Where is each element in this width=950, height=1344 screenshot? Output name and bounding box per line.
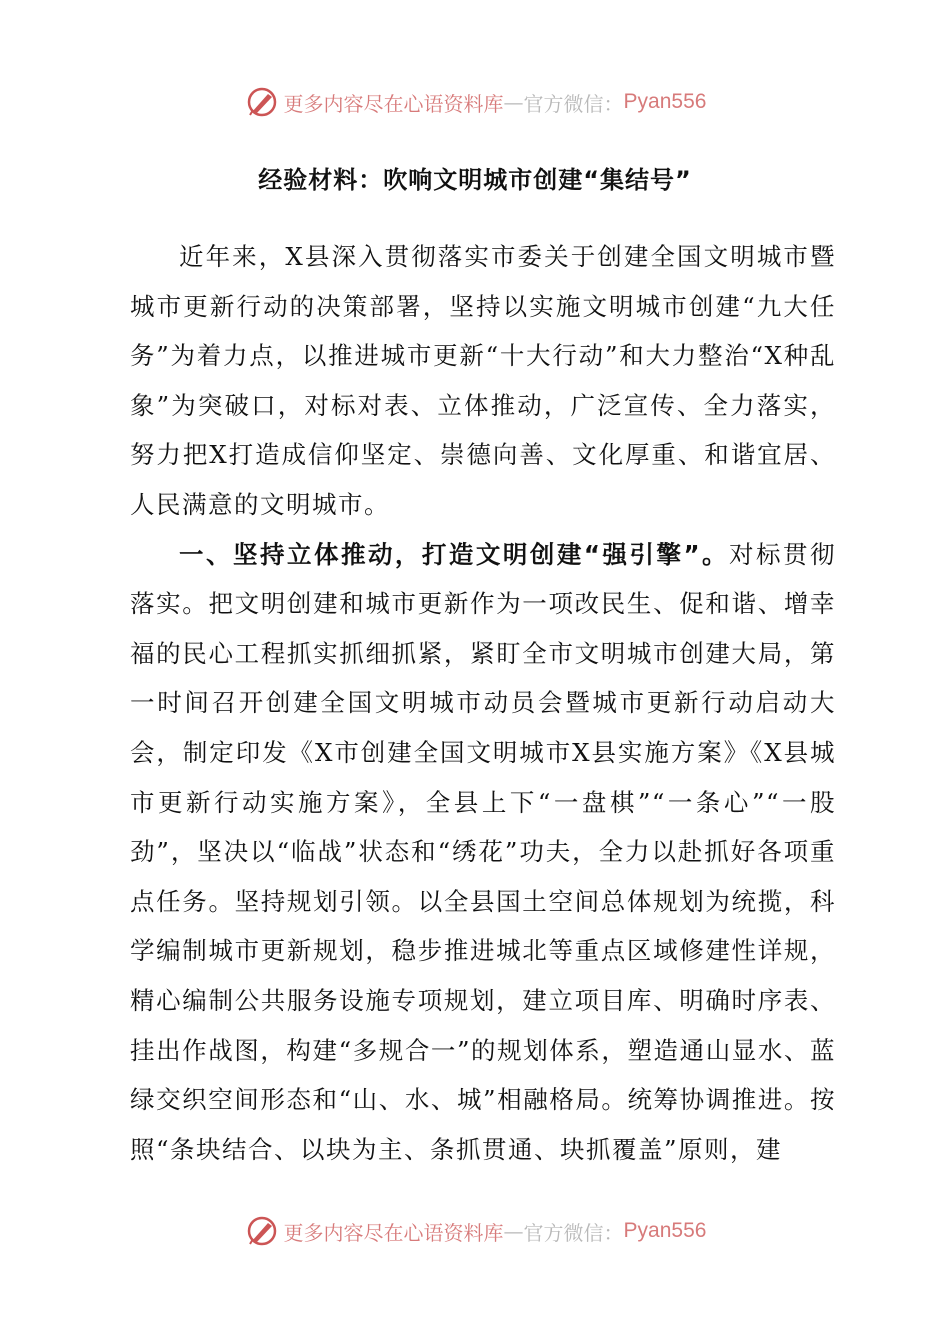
section-heading: 一、坚持立体推动，打造文明创建“强引擎”。 (179, 539, 730, 569)
intro-paragraph: 近年来，X县深入贯彻落实市委关于创建全国文明城市暨城市更新行动的决策部署，坚持以实施文明城市创建“九大任务”为着力点，以推进城市更新“十大行动”和大力整治“X种乱象”为突破口，对标对表、立体推动，广泛宣传、全力落实，努力把X打造成信仰坚定、崇德向善、文化厚重、和谐宜居、人民满意的文明城市。 (130, 242, 836, 519)
watermark-wechat-label: 官方微信： (523, 1220, 624, 1245)
watermark-text: 更多内容尽在心语资料库 (283, 1220, 504, 1245)
watermark-dash: — (503, 90, 524, 114)
section-paragraph (130, 530, 836, 1175)
pen-logo-icon (244, 84, 280, 120)
watermark-wechat-label: 官方微信： (523, 91, 624, 116)
watermark-wechat-id: Pyan556 (623, 1219, 707, 1242)
document-body (130, 232, 836, 1174)
watermark-text: 更多内容尽在心语资料库 (283, 91, 504, 116)
watermark-banner-top (0, 82, 950, 122)
watermark-wechat-id: Pyan556 (623, 90, 707, 113)
pen-logo-icon (244, 1213, 280, 1249)
watermark-dash: — (503, 1219, 524, 1243)
watermark-banner-bottom (0, 1211, 950, 1251)
section-body: 对标贯彻落实。把文明创建和城市更新作为一项改民生、促和谐、增幸福的民心工程抓实抓细抓紧，紧盯全市文明城市创建大局，第一时间召开创建全国文明城市动员会暨城市更新行动启动大会，制定印发《X市创建全国文明城市X县实施方案》《X县城市更新行动实施方案》，全县上下“一盘棋”“一条心”“一股劲”，坚决以“临战”状态和“绣花”功夫，全力以赴抓好各项重点任务。坚持规划引领。以全县国土空间总体规划为统揽，科学编制城市更新规划，稳步推进城北等重点区域修建性详规，精心编制公共服务设施专项规划，建立项目库、明确时序表、挂出作战图，构建“多规合一”的规划体系，塑造通山显水、蓝绿交织空间形态和“山、水、城”相融格局。统筹协调推进。按照“条块结合、以块为主、条抓贯通、块抓覆盖”原则，建 (130, 539, 837, 1164)
document-title: 经验材料：吹响文明城市创建“集结号” (258, 166, 692, 194)
